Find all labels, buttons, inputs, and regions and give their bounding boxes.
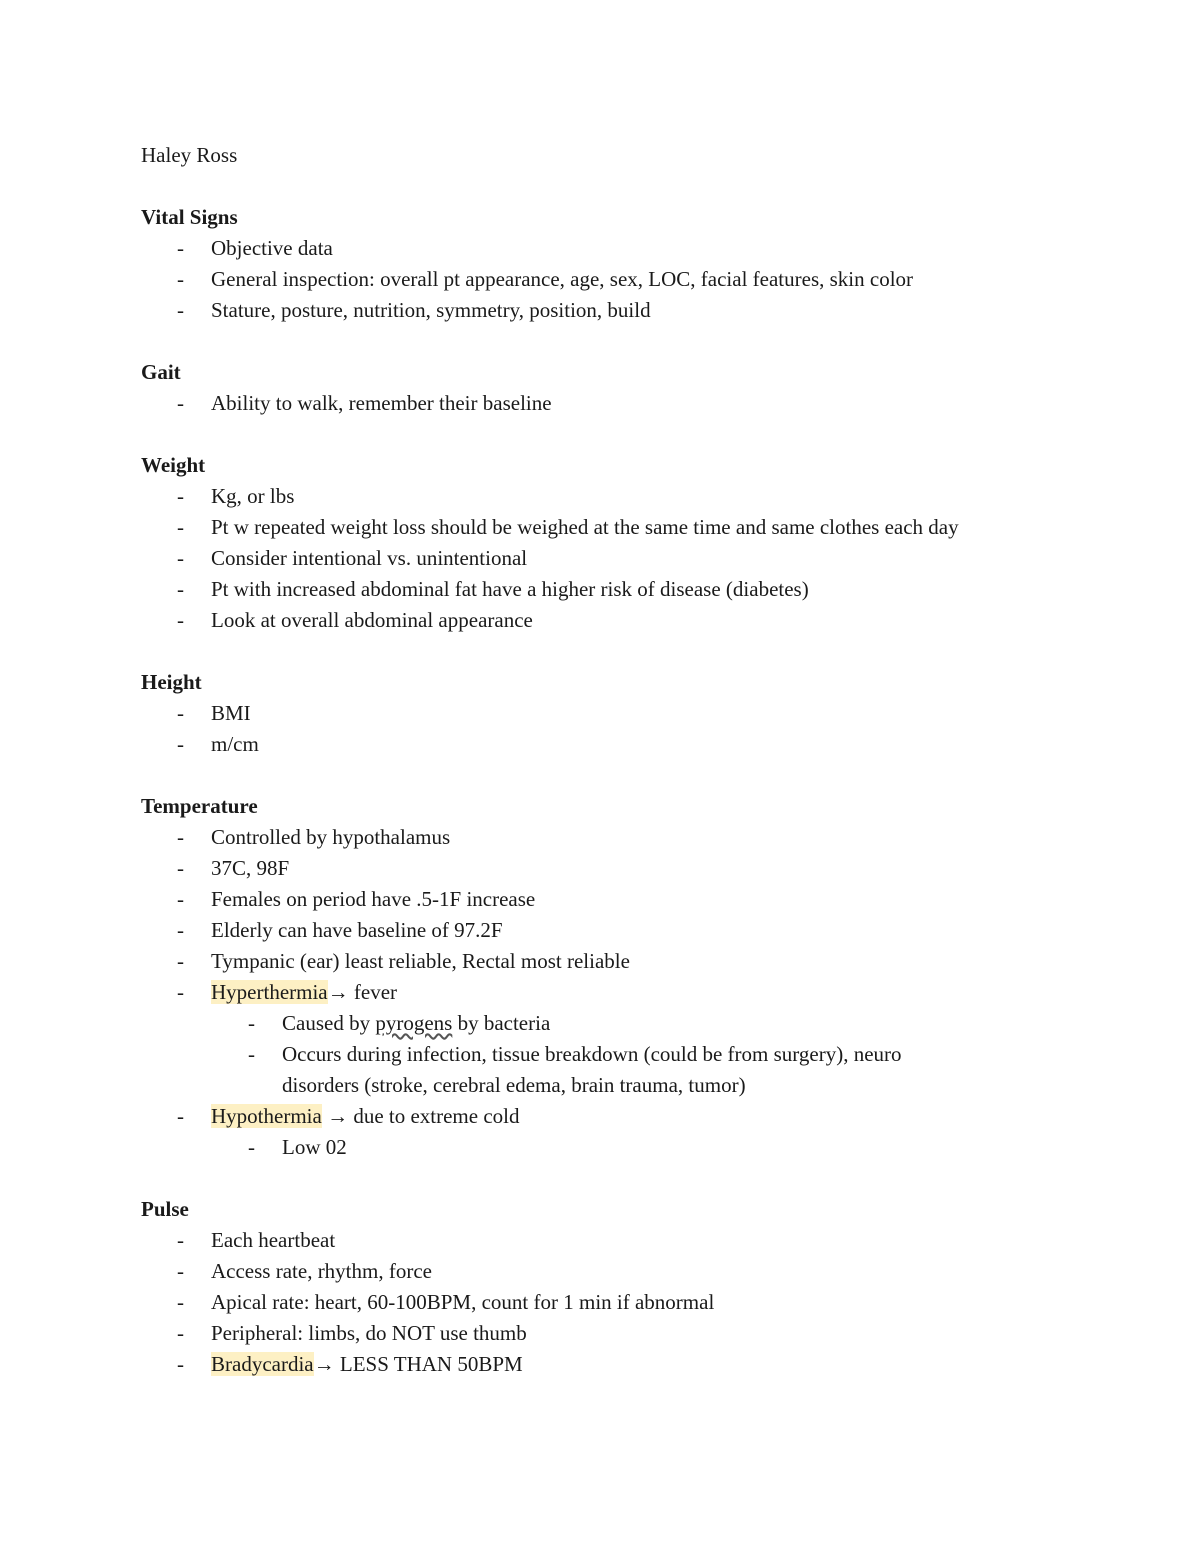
dash-bullet: -: [177, 608, 184, 632]
list-item: [141, 698, 1101, 729]
sub-list-item: [211, 1132, 982, 1163]
item-text: Each heartbeat: [211, 1228, 336, 1252]
item-text: Pt w repeated weight loss should be weighed at the same time and same clothes each day: [211, 515, 959, 539]
dash-bullet: -: [177, 887, 184, 911]
item-text: Consider intentional vs. unintentional: [211, 546, 528, 570]
bullet-list: [141, 698, 1101, 760]
dash-bullet: -: [177, 1259, 184, 1283]
dash-bullet: -: [177, 236, 184, 260]
sub-list: [211, 1008, 1101, 1101]
dash-bullet: -: [177, 484, 184, 508]
dash-bullet: -: [248, 1042, 255, 1066]
list-item-hyperthermia: [141, 977, 1101, 1101]
bullet-list: [141, 233, 1101, 326]
item-text: Stature, posture, nutrition, symmetry, position, build: [211, 298, 651, 322]
item-text: Caused by: [282, 1011, 376, 1035]
dash-bullet: -: [248, 1135, 255, 1159]
sub-list-item: [211, 1039, 982, 1101]
section-heading: Temperature: [141, 794, 258, 818]
sub-list-item: [211, 1008, 982, 1039]
list-item: [141, 605, 1101, 636]
dash-bullet: -: [177, 1290, 184, 1314]
list-item: [141, 295, 1101, 326]
list-item: [141, 884, 1101, 915]
item-text: Tympanic (ear) least reliable, Rectal most reliable: [211, 949, 630, 973]
dash-bullet: -: [177, 1104, 184, 1128]
dash-bullet: -: [177, 949, 184, 973]
dash-bullet: -: [177, 577, 184, 601]
section-vital-signs: [141, 202, 1101, 326]
dash-bullet: -: [177, 1228, 184, 1252]
spellcheck-underlined-word: pyrogens: [375, 1011, 453, 1035]
item-text: Low 02: [282, 1135, 347, 1159]
list-item: [141, 574, 1101, 605]
item-text: Peripheral: limbs, do NOT use thumb: [211, 1321, 527, 1345]
item-text: Elderly can have baseline of 97.2F: [211, 918, 503, 942]
item-text: 37C, 98F: [211, 856, 290, 880]
dash-bullet: -: [177, 298, 184, 322]
list-item: [141, 481, 1101, 512]
list-item-hypothermia: [141, 1101, 1101, 1163]
section-heading: Height: [141, 670, 202, 694]
item-text: Pt with increased abdominal fat have a higher risk of disease (diabetes): [211, 577, 809, 601]
dash-bullet: -: [177, 701, 184, 725]
item-text: Look at overall abdominal appearance: [211, 608, 533, 632]
section-gait: [141, 357, 1101, 419]
highlighted-term: Hypothermia: [211, 1104, 322, 1128]
list-item: [141, 822, 1101, 853]
list-item: [141, 388, 1101, 419]
bullet-list: [141, 1225, 1101, 1380]
highlighted-term: Hyperthermia: [211, 980, 328, 1004]
dash-bullet: -: [177, 515, 184, 539]
section-heading: Gait: [141, 360, 181, 384]
list-item: [141, 264, 1101, 295]
section-heading: Weight: [141, 453, 206, 477]
list-item: [141, 1287, 1101, 1318]
dash-bullet: -: [177, 825, 184, 849]
item-text: → LESS THAN 50BPM: [313, 1352, 523, 1376]
section-weight: [141, 450, 1101, 636]
list-item: [141, 915, 1101, 946]
list-item: [141, 946, 1101, 977]
highlighted-term: Bradycardia: [211, 1352, 314, 1376]
section-heading: Vital Signs: [141, 205, 238, 229]
section-heading: Pulse: [141, 1197, 189, 1221]
list-item: [141, 1318, 1101, 1349]
dash-bullet: -: [248, 1011, 255, 1035]
list-item: [141, 1256, 1101, 1287]
dash-bullet: -: [177, 267, 184, 291]
item-text: Objective data: [211, 236, 333, 260]
dash-bullet: -: [177, 1352, 184, 1376]
dash-bullet: -: [177, 1321, 184, 1345]
document-page: [141, 140, 1101, 1411]
dash-bullet: -: [177, 856, 184, 880]
item-text: General inspection: overall pt appearance, age, sex, LOC, facial features, skin color: [211, 267, 914, 291]
sub-list: [211, 1132, 1101, 1163]
list-item: [141, 1225, 1101, 1256]
dash-bullet: -: [177, 918, 184, 942]
dash-bullet: -: [177, 546, 184, 570]
dash-bullet: -: [177, 732, 184, 756]
section-height: [141, 667, 1101, 760]
bullet-list: [141, 822, 1101, 1163]
item-text: → due to extreme cold: [321, 1104, 520, 1128]
dash-bullet: -: [177, 391, 184, 415]
section-temperature: [141, 791, 1101, 1163]
item-text: BMI: [211, 701, 251, 725]
item-text: Apical rate: heart, 60-100BPM, count for 1 min if abnormal: [211, 1290, 715, 1314]
item-text: m/cm: [211, 732, 259, 756]
item-text: → fever: [327, 980, 398, 1004]
section-pulse: [141, 1194, 1101, 1380]
bullet-list: [141, 481, 1101, 636]
list-item: [141, 233, 1101, 264]
bullet-list: [141, 388, 1101, 419]
item-text: Females on period have .5-1F increase: [211, 887, 536, 911]
item-text: by bacteria: [452, 1011, 551, 1035]
item-text: Kg, or lbs: [211, 484, 295, 508]
item-text: Occurs during infection, tissue breakdown (could be from surgery), neuro disorders (stroke, cerebral edema, brain trauma, tumor): [282, 1042, 902, 1097]
list-item: [141, 543, 1101, 574]
list-item: [141, 729, 1101, 760]
list-item: [141, 512, 1101, 543]
item-text: Access rate, rhythm, force: [211, 1259, 432, 1283]
item-text: Ability to walk, remember their baseline: [211, 391, 552, 415]
author-name: Haley Ross: [141, 143, 238, 167]
dash-bullet: -: [177, 980, 184, 1004]
item-text: Controlled by hypothalamus: [211, 825, 451, 849]
list-item: [141, 853, 1101, 884]
list-item-bradycardia: [141, 1349, 1101, 1380]
